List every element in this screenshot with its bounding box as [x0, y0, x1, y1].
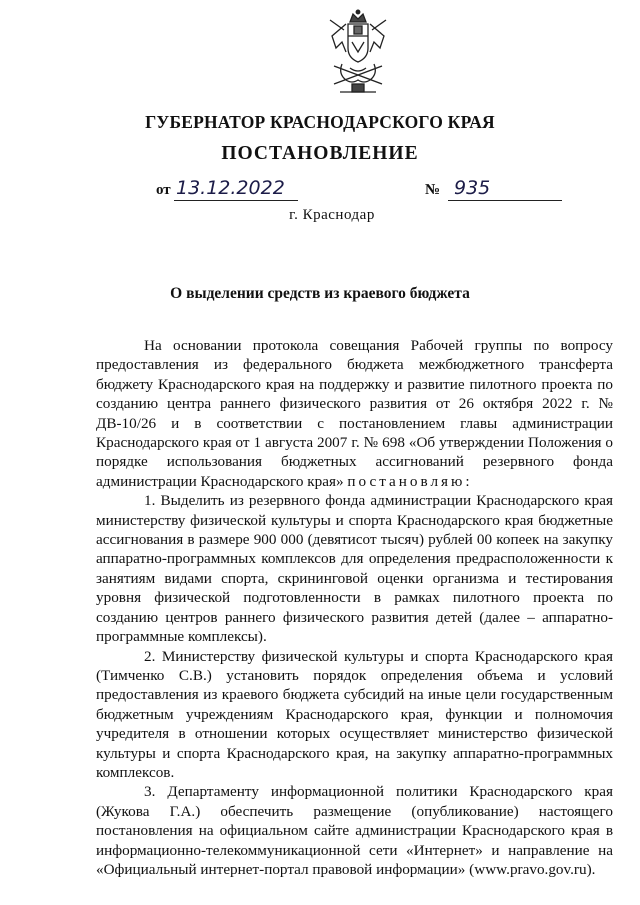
document-type: ПОСТАНОВЛЕНИЕ [221, 143, 419, 164]
intro-text: На основании протокола совещания Рабочей группы по вопросу предоставления из федерального бюджета межбюджетного трансферта бюджету Краснодарского края на поддержку и развитие пилотного проекта по созданию центра раннего физического развития от 26 октября 2022 г. № ДВ-10/26 и в соответствии с постановлением главы администрации Краснодарского края от 1 августа 2007 г. № 698 «Об утверждении Положения о порядке использования бюджетных ассигнований резервного фонда администрации Краснодарского края» [96, 337, 613, 490]
intro-paragraph [96, 336, 613, 491]
paragraph-1: 1. Выделить из резервного фонда администрации Краснодарского края министерству физической культуры и спорта Краснодарского края бюджетные ассигнования в размере 900 000 (девятисот тысяч) рублей 00 копеек на закупку аппаратно-программных комплексов для определения предрасположенности к занятиям видами спорта, скрининговой оценки организма и тестирования уровня физической подготовленности в рамках пилотного проекта по созданию центров раннего физического развития детей (далее – аппаратно-программные комплексы). [96, 492, 613, 646]
document-body [96, 336, 613, 879]
issuing-authority: ГУБЕРНАТОР КРАСНОДАРСКОГО КРАЯ [145, 112, 495, 132]
document-number: 935 [448, 176, 562, 201]
resolve-word: постановляю: [347, 472, 473, 490]
date-number-line [0, 176, 640, 206]
number-sign: № [425, 182, 441, 198]
date-prefix: от [156, 182, 171, 198]
coat-of-arms-icon [326, 8, 390, 98]
document-date: 13.12.2022 [174, 176, 298, 201]
paragraph-3: 3. Департаменту информационной политики Краснодарского края (Жукова Г.А.) обеспечить размещение (опубликование) настоящего постановления на официальном сайте администрации Краснодарского края в информационно-телекоммуникационной сети «Интернет» и направление на «Официальный интернет-портал правовой информации» (www.pravo.gov.ru). [96, 783, 613, 878]
place-of-issue: г. Краснодар [289, 207, 375, 223]
paragraph-2: 2. Министерству физической культуры и спорта Краснодарского края (Тимченко С.В.) установить порядок определения объема и условий предоставления из краевого бюджета субсидий на иные цели государственным бюджетным учреждениям Краснодарского края, функции и полномочия учредителя в отношении которых осуществляет министерство физической культуры и спорта Краснодарского края, на закупку аппаратно-программных комплексов. [96, 647, 613, 781]
document-subject: О выделении средств из краевого бюджета [170, 285, 470, 302]
